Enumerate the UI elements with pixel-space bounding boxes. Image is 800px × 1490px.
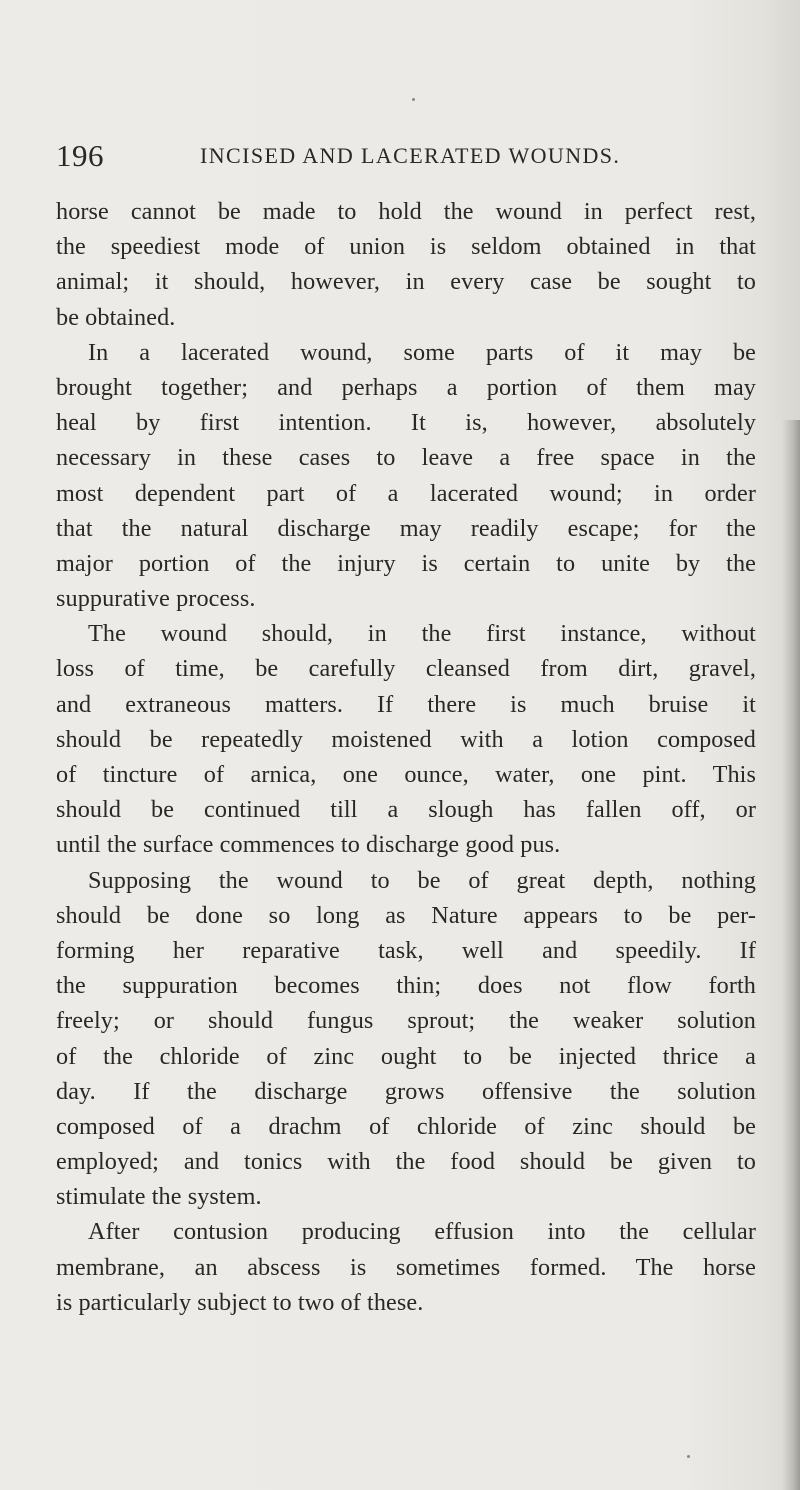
text-line: until the surface commences to discharge good pus.	[56, 831, 561, 859]
paragraph-continued	[56, 194, 756, 335]
text-line: the speediest mode of union is seldom obtained in that	[56, 233, 756, 261]
text-line: the suppuration becomes thin; does not flow forth	[56, 972, 756, 1000]
text-line: heal by first intention. It is, however, absolutely	[56, 409, 756, 437]
text-line: should be done so long as Nature appears to be per-	[56, 901, 756, 929]
text-line: The wound should, in the first instance, without	[88, 620, 756, 648]
text-line: suppurative process.	[56, 585, 256, 613]
body-text	[56, 194, 756, 1320]
paper-speck	[412, 98, 415, 101]
text-line: freely; or should fungus sprout; the weaker solution	[56, 1007, 756, 1035]
text-line: In a lacerated wound, some parts of it may be	[88, 338, 756, 366]
running-head	[56, 138, 756, 178]
text-line: and extraneous matters. If there is much bruise it	[56, 690, 756, 718]
text-line: that the natural discharge may readily escape; for the	[56, 514, 756, 542]
paper-speck	[687, 1455, 690, 1458]
running-title: INCISED AND LACERATED WOUNDS.	[200, 143, 621, 168]
text-line: is particularly subject to two of these.	[56, 1288, 424, 1316]
text-line: brought together; and perhaps a portion of them may	[56, 373, 756, 401]
paragraph-deep-wound	[56, 863, 756, 1215]
text-line: of the chloride of zinc ought to be injected thrice a	[56, 1042, 756, 1070]
paragraph-cleansing	[56, 616, 756, 862]
page-number: 196	[56, 138, 104, 173]
text-line: employed; and tonics with the food should be given to	[56, 1148, 756, 1176]
paragraph-abscess	[56, 1214, 756, 1320]
text-line: be obtained.	[56, 303, 176, 331]
text-line: loss of time, be carefully cleansed from dirt, gravel,	[56, 655, 756, 683]
text-line: of tincture of arnica, one ounce, water, one pint. This	[56, 761, 756, 788]
text-line: most dependent part of a lacerated wound; in order	[56, 479, 756, 507]
text-line: horse cannot be made to hold the wound in perfect rest,	[56, 198, 756, 225]
text-line: stimulate the system.	[56, 1183, 262, 1211]
text-line: After contusion producing effusion into the cellular	[88, 1218, 756, 1246]
text-line: forming her reparative task, well and speedily. If	[56, 936, 756, 964]
paragraph-lacerated-wound	[56, 335, 756, 617]
text-line: animal; it should, however, in every case be sought to	[56, 268, 756, 296]
text-line: day. If the discharge grows offensive the solution	[56, 1077, 756, 1105]
text-line: should be repeatedly moistened with a lotion composed	[56, 725, 756, 753]
text-line: composed of a drachm of chloride of zinc should be	[56, 1112, 756, 1140]
text-line: necessary in these cases to leave a free space in the	[56, 444, 756, 472]
text-line: Supposing the wound to be of great depth, nothing	[88, 866, 756, 894]
text-line: membrane, an abscess is sometimes formed. The horse	[56, 1253, 756, 1281]
page-edge-shadow	[782, 420, 800, 1490]
text-line: should be continued till a slough has fallen off, or	[56, 796, 756, 824]
text-line: major portion of the injury is certain to unite by the	[56, 549, 756, 577]
